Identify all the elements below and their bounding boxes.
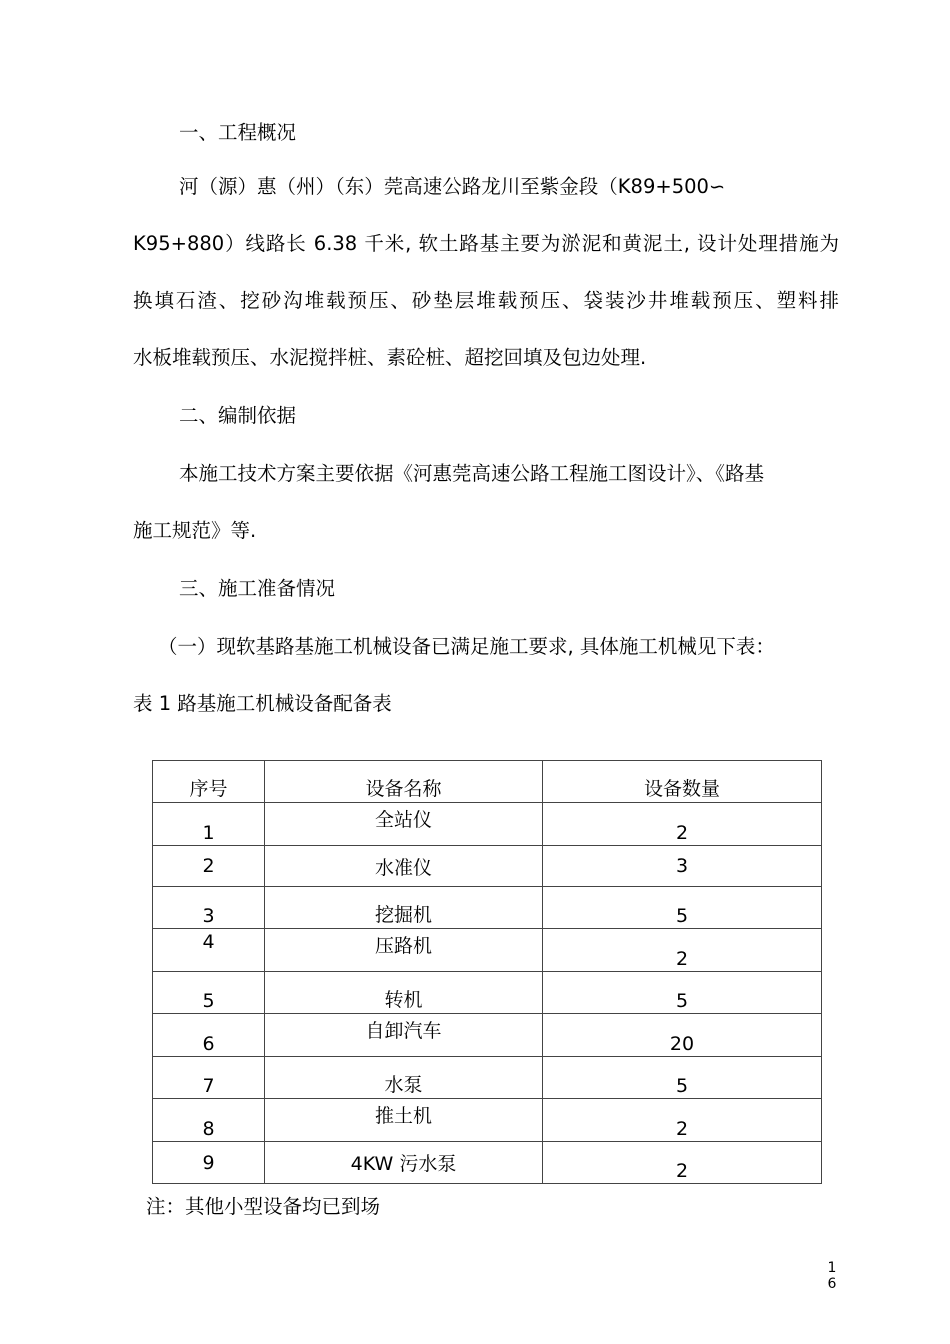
header-index: 序号: [153, 761, 265, 803]
table-row: [153, 929, 822, 972]
row-equipment-name: 推土机: [265, 1099, 543, 1142]
row-equipment-name: 挖掘机: [265, 887, 543, 929]
header-equipment-quantity: 设备数量: [543, 761, 822, 803]
row-index: 3: [153, 887, 265, 929]
row-index: 8: [153, 1099, 265, 1142]
row-equipment-quantity: 3: [543, 846, 822, 887]
equipment-table: [152, 760, 822, 1184]
page-number-line-2: 6: [827, 1276, 837, 1292]
table-header-row: [153, 761, 822, 803]
table-note: 注：其他小型设备均已到场: [146, 1195, 381, 1218]
row-equipment-quantity: 20: [543, 1014, 822, 1057]
row-equipment-quantity: 2: [543, 929, 822, 972]
row-index: 7: [153, 1057, 265, 1099]
row-equipment-quantity: 2: [543, 1142, 822, 1184]
row-equipment-name: 转机: [265, 972, 543, 1014]
table-row: [153, 846, 822, 887]
table-row: [153, 972, 822, 1014]
row-equipment-quantity: 2: [543, 803, 822, 846]
row-equipment-quantity: 5: [543, 1057, 822, 1099]
section-1-paragraph-line-3: 换填石渣、挖砂沟堆载预压、砂垫层堆载预压、袋装沙井堆载预压、塑料排: [133, 289, 839, 312]
row-index: 6: [153, 1014, 265, 1057]
section-3-paragraph: （一）现软基路基施工机械设备已满足施工要求, 具体施工机械见下表：: [158, 635, 775, 658]
row-index: 1: [153, 803, 265, 846]
header-equipment-name: 设备名称: [265, 761, 543, 803]
row-equipment-quantity: 5: [543, 887, 822, 929]
table-row: [153, 1057, 822, 1099]
row-equipment-name: 水准仪: [265, 846, 543, 887]
row-equipment-name: 自卸汽车: [265, 1014, 543, 1057]
table-row: [153, 887, 822, 929]
section-1-paragraph-line-1: 河（源）惠（州）（东）莞高速公路龙川至紫金段（K89+500∽: [179, 175, 726, 198]
row-equipment-quantity: 5: [543, 972, 822, 1014]
row-equipment-quantity: 2: [543, 1099, 822, 1142]
row-index: 9: [153, 1142, 265, 1184]
row-index: 5: [153, 972, 265, 1014]
section-2-heading: 二、编制依据: [179, 404, 297, 427]
row-equipment-name: 压路机: [265, 929, 543, 972]
row-index: 4: [153, 929, 265, 972]
table-row: [153, 1014, 822, 1057]
table-row: [153, 1099, 822, 1142]
section-1-heading: 一、工程概况: [179, 121, 297, 144]
row-equipment-name: 水泵: [265, 1057, 543, 1099]
row-index: 2: [153, 846, 265, 887]
section-3-heading: 三、施工准备情况: [179, 577, 336, 600]
row-equipment-name: 4KW 污水泵: [265, 1142, 543, 1184]
page-number-line-1: 1: [827, 1260, 837, 1276]
section-1-paragraph-line-4: 水板堆载预压、水泥搅拌桩、素砼桩、超挖回填及包边处理.: [133, 346, 647, 369]
section-2-paragraph-line-2: 施工规范》等.: [133, 519, 257, 542]
table-caption: 表 1 路基施工机械设备配备表: [133, 692, 392, 715]
section-1-paragraph-line-2: K95+880）线路长 6.38 千米, 软土路基主要为淤泥和黄泥土, 设计处理措施为: [133, 232, 839, 255]
table-row: [153, 1142, 822, 1184]
section-2-paragraph-line-1: 本施工技术方案主要依据《河惠莞高速公路工程施工图设计》、《路基: [179, 462, 765, 485]
page-number: [826, 1260, 838, 1292]
row-equipment-name: 全站仪: [265, 803, 543, 846]
table-row: [153, 803, 822, 846]
